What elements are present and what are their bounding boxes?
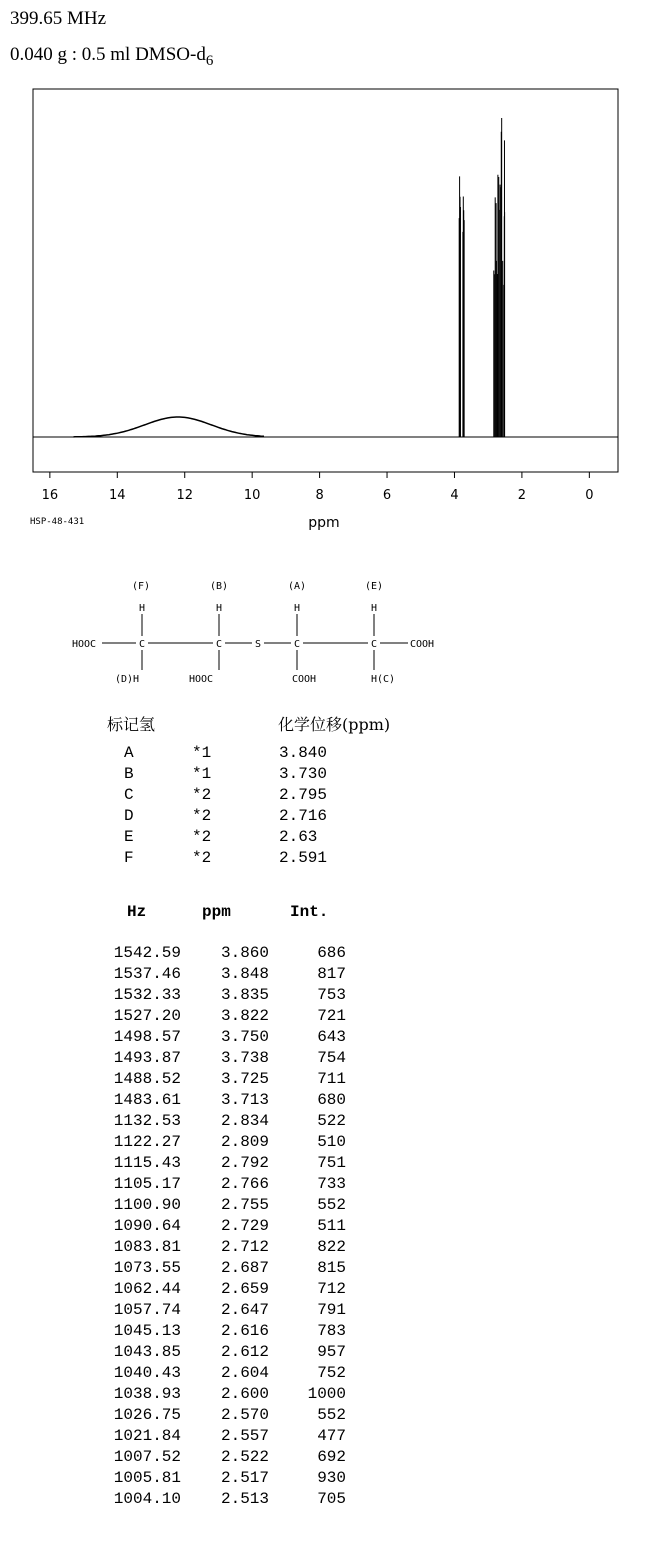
peak-hz: 1488.52 <box>113 1070 181 1088</box>
peak-ppm: 3.848 <box>220 965 269 983</box>
peak-row <box>0 1385 652 1406</box>
assignment-note: *1 <box>192 765 212 783</box>
peak-row <box>0 1049 652 1070</box>
peak-hz: 1062.44 <box>113 1280 181 1298</box>
peak-int: 752 <box>317 1364 346 1382</box>
peak-row <box>0 1154 652 1175</box>
peaks-layer <box>459 118 504 437</box>
peak-row <box>0 1448 652 1469</box>
peak-row <box>0 1343 652 1364</box>
peak-row <box>0 944 652 965</box>
peak-hz: 1026.75 <box>113 1406 181 1424</box>
peak-header-ppm: ppm <box>202 903 231 921</box>
peak-int: 817 <box>317 965 346 983</box>
peak-ppm: 2.517 <box>220 1469 269 1487</box>
x-tick-label: 8 <box>315 488 324 503</box>
peak-hz: 1527.20 <box>113 1007 181 1025</box>
assignment-label: A <box>124 744 134 762</box>
bottom-cooh: COOH <box>292 674 317 685</box>
x-tick-label: 14 <box>109 488 126 503</box>
assignment-shift: 3.840 <box>279 744 328 762</box>
peak-int: 705 <box>317 1490 346 1508</box>
h-top-3: H <box>294 603 301 614</box>
peak-header-hz: Hz <box>127 903 147 921</box>
assignment-label: B <box>124 765 134 783</box>
peak-row <box>0 1175 652 1196</box>
peak-row <box>0 1112 652 1133</box>
peak-hz: 1532.33 <box>113 986 181 1004</box>
peak-int: 791 <box>317 1301 346 1319</box>
chain-hooc-left: HOOC <box>72 639 97 650</box>
bottom-dh: (D)H <box>115 674 140 685</box>
assignment-note: *2 <box>192 849 212 867</box>
peak-row <box>0 1280 652 1301</box>
sample-text: 0.040 g : 0.5 ml DMSO-d <box>10 44 206 65</box>
x-tick-label: 16 <box>41 488 59 503</box>
assignment-header-shift: 化学位移(ppm) <box>278 715 391 734</box>
chain-s: S <box>255 639 262 650</box>
chain-c-1: C <box>139 639 146 650</box>
peak-row <box>0 1133 652 1154</box>
peak-int: 510 <box>317 1133 346 1151</box>
peak-int: 815 <box>317 1259 346 1277</box>
peak-hz: 1021.84 <box>113 1427 181 1445</box>
broad-acid-peak <box>74 417 265 437</box>
peak-int: 822 <box>317 1238 346 1256</box>
peak-ppm: 2.792 <box>220 1154 269 1172</box>
label-b: (B) <box>210 581 229 592</box>
peak-int: 680 <box>317 1091 346 1109</box>
peak-int: 522 <box>317 1112 346 1130</box>
peak-hz: 1083.81 <box>113 1238 181 1256</box>
chain-cooh-right: COOH <box>410 639 435 650</box>
sample-description <box>10 44 213 70</box>
peak-row <box>0 1196 652 1217</box>
peak-ppm: 2.612 <box>220 1343 269 1361</box>
peak-row <box>0 1217 652 1238</box>
peak-row <box>0 1301 652 1322</box>
peak-ppm: 2.729 <box>220 1217 269 1235</box>
peak-row <box>0 965 652 986</box>
spectrometer-frequency: 399.65 MHz <box>10 8 107 29</box>
plot-frame <box>33 89 618 472</box>
peak-ppm: 2.809 <box>220 1133 269 1151</box>
peak-row <box>0 1028 652 1049</box>
peak-hz: 1542.59 <box>113 944 181 962</box>
peak-hz: 1043.85 <box>113 1343 181 1361</box>
assignment-shift: 2.795 <box>279 786 328 804</box>
peak-ppm: 2.513 <box>220 1490 269 1508</box>
peak-int: 643 <box>317 1028 346 1046</box>
x-axis-ticks <box>42 472 594 503</box>
peak-int: 733 <box>317 1175 346 1193</box>
peak-row <box>0 1364 652 1385</box>
assignment-note: *2 <box>192 807 212 825</box>
peak-ppm: 2.687 <box>220 1259 269 1277</box>
peak-hz: 1493.87 <box>113 1049 181 1067</box>
peak-ppm: 2.659 <box>220 1280 269 1298</box>
peak-ppm: 2.522 <box>220 1448 269 1466</box>
peak-int: 753 <box>317 986 346 1004</box>
assignment-label: C <box>124 786 134 804</box>
chain-c-2: C <box>216 639 223 650</box>
peak-ppm: 2.604 <box>220 1364 269 1382</box>
peak-hz: 1045.13 <box>113 1322 181 1340</box>
peak-row <box>0 1070 652 1091</box>
assignment-note: *1 <box>192 744 212 762</box>
peak-hz: 1122.27 <box>113 1133 181 1151</box>
assignment-label: D <box>124 807 134 825</box>
chain-c-4: C <box>371 639 378 650</box>
peak-ppm: 3.725 <box>220 1070 269 1088</box>
peak-int: 686 <box>317 944 346 962</box>
peak-int: 552 <box>317 1196 346 1214</box>
peak-ppm: 2.834 <box>220 1112 269 1130</box>
assignment-label: F <box>124 849 134 867</box>
assignment-label: E <box>124 828 134 846</box>
peak-hz: 1057.74 <box>113 1301 181 1319</box>
peak-hz: 1007.52 <box>113 1448 181 1466</box>
peak-ppm: 2.755 <box>220 1196 269 1214</box>
bottom-hooc: HOOC <box>189 674 214 685</box>
peak-hz: 1132.53 <box>113 1112 181 1130</box>
peak-int: 1000 <box>307 1385 346 1403</box>
peak-hz: 1073.55 <box>113 1259 181 1277</box>
peak-int: 751 <box>317 1154 346 1172</box>
nmr-spectrum-chart <box>0 80 652 535</box>
chain-c-3: C <box>294 639 301 650</box>
peak-int: 783 <box>317 1322 346 1340</box>
peak-ppm: 3.750 <box>220 1028 269 1046</box>
peak-hz: 1040.43 <box>113 1364 181 1382</box>
peak-ppm: 3.738 <box>220 1049 269 1067</box>
x-tick-label: 10 <box>243 488 261 503</box>
label-f: (F) <box>132 581 151 592</box>
h-top-1: H <box>139 603 146 614</box>
peak-int: 552 <box>317 1406 346 1424</box>
peak-ppm: 2.600 <box>220 1385 269 1403</box>
peak-row <box>0 1490 652 1511</box>
peak-ppm: 3.822 <box>220 1007 269 1025</box>
peak-int: 930 <box>317 1469 346 1487</box>
label-e: (E) <box>365 581 384 592</box>
peak-row <box>0 1007 652 1028</box>
peak-hz: 1038.93 <box>113 1385 181 1403</box>
peak-hz: 1498.57 <box>113 1028 181 1046</box>
spectrum-id: HSP-48-431 <box>30 517 85 527</box>
peak-row <box>0 1238 652 1259</box>
assignment-note: *2 <box>192 786 212 804</box>
peak-int: 957 <box>317 1343 346 1361</box>
peak-int: 711 <box>317 1070 346 1088</box>
peak-hz: 1483.61 <box>113 1091 181 1109</box>
x-tick-label: 2 <box>517 488 527 503</box>
x-tick-label: 0 <box>585 488 594 503</box>
peak-hz: 1090.64 <box>113 1217 181 1235</box>
peak-ppm: 3.713 <box>220 1091 269 1109</box>
peak-header-int: Int. <box>290 903 329 921</box>
peak-ppm: 3.860 <box>220 944 269 962</box>
assignment-shift: 2.63 <box>279 828 318 846</box>
peak-int: 692 <box>317 1448 346 1466</box>
peak-ppm: 2.766 <box>220 1175 269 1193</box>
assignment-shift: 3.730 <box>279 765 328 783</box>
assignment-shift: 2.716 <box>279 807 328 825</box>
peak-hz: 1537.46 <box>113 965 181 983</box>
h-top-2: H <box>216 603 223 614</box>
peak-row <box>0 1322 652 1343</box>
peak-hz: 1005.81 <box>113 1469 181 1487</box>
assignment-header-label: 标记氢 <box>107 715 156 734</box>
x-tick-label: 6 <box>382 488 392 503</box>
peak-row <box>0 986 652 1007</box>
peak-hz: 1100.90 <box>113 1196 181 1214</box>
peak-ppm: 2.712 <box>220 1238 269 1256</box>
peak-int: 754 <box>317 1049 346 1067</box>
peak-int: 477 <box>317 1427 346 1445</box>
peak-ppm: 2.570 <box>220 1406 269 1424</box>
peak-row <box>0 1427 652 1448</box>
peak-hz: 1105.17 <box>113 1175 181 1193</box>
peak-ppm: 2.557 <box>220 1427 269 1445</box>
x-tick-label: 4 <box>450 488 459 503</box>
assignment-note: *2 <box>192 828 212 846</box>
peak-row <box>0 1259 652 1280</box>
peak-row <box>0 1091 652 1112</box>
peak-row <box>0 1469 652 1490</box>
peak-hz: 1115.43 <box>113 1154 181 1172</box>
peak-ppm: 3.835 <box>220 986 269 1004</box>
peak-hz: 1004.10 <box>113 1490 181 1508</box>
peak-row <box>0 1406 652 1427</box>
molecule-structure <box>60 570 460 690</box>
h-top-4: H <box>371 603 378 614</box>
bottom-hc: H(C) <box>371 674 396 685</box>
peak-ppm: 2.647 <box>220 1301 269 1319</box>
peak-int: 721 <box>317 1007 346 1025</box>
x-axis-label: ppm <box>308 515 340 531</box>
x-tick-label: 12 <box>176 488 194 503</box>
peak-int: 511 <box>317 1217 346 1235</box>
peak-int: 712 <box>317 1280 346 1298</box>
sample-subscript: 6 <box>205 52 214 69</box>
assignment-shift: 2.591 <box>279 849 328 867</box>
peak-ppm: 2.616 <box>220 1322 269 1340</box>
label-a: (A) <box>288 581 307 592</box>
